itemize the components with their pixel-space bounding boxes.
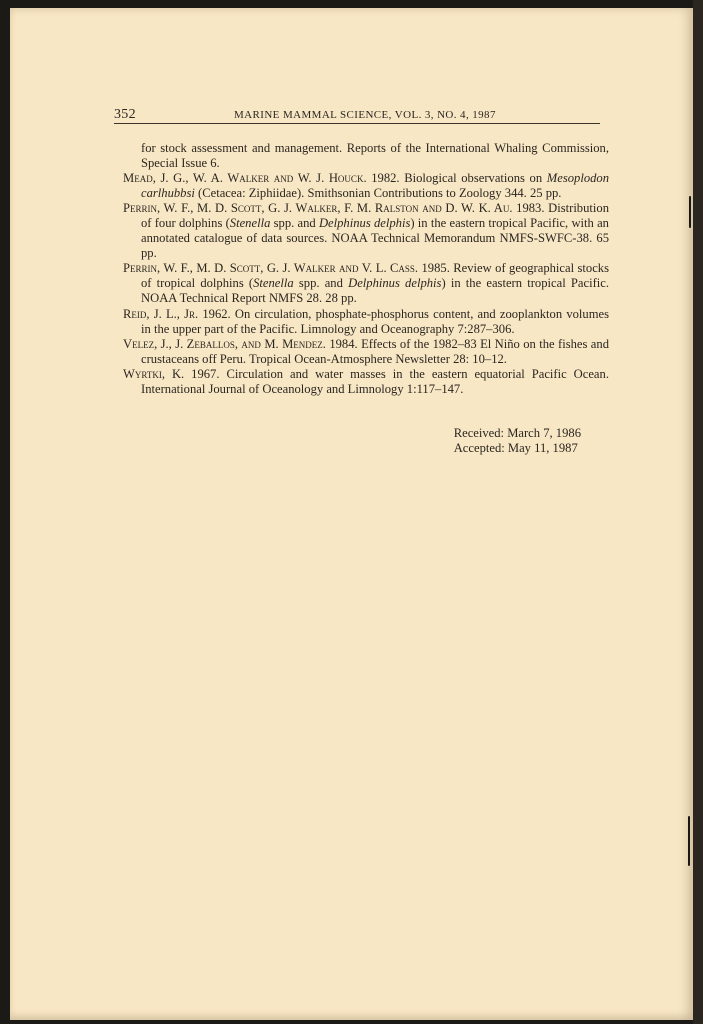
reference-item <box>123 337 609 367</box>
accepted-date: Accepted: May 11, 1987 <box>453 441 578 455</box>
reference-item <box>123 201 609 261</box>
reference-continuation <box>123 141 609 171</box>
species-name: Stenella <box>253 276 294 291</box>
reference-text: Distribution of four dolphins ( <box>141 201 609 231</box>
species-name: Delphinus delphis <box>348 276 442 291</box>
reference-text: Effects of the 1982–83 El Niño on the fishes and crustaceans off Peru. Tropical Ocean-Atmosphere Newsletter 28: 10–12. <box>141 336 609 366</box>
journal-title: MARINE MAMMAL SCIENCE, VOL. 3, NO. 4, 1987 <box>234 109 496 121</box>
margin-mark <box>689 196 691 228</box>
reference-text: ) in the eastern tropical Pacific. NOAA Technical Report NMFS 28. 28 pp. <box>141 276 609 306</box>
reference-authors: Perrin, W. F., M. D. Scott, G. J. Walker and V. L. Cass. <box>123 261 419 276</box>
received-date: Received: March 7, 1986 <box>453 426 581 440</box>
reference-year: 1984. <box>329 336 358 351</box>
header-rule <box>114 123 600 124</box>
reference-year: 1985. <box>421 261 450 276</box>
margin-mark <box>688 816 690 866</box>
reference-text: spp. and <box>293 276 349 291</box>
reference-text: Circulation and water masses in the eastern equatorial Pacific Ocean. International Journal of Oceanology and Limnology 1:117–147. <box>141 366 609 396</box>
reference-year: 1982. <box>371 171 400 186</box>
reference-year: 1967. <box>191 366 220 381</box>
reference-text: (Cetacea: Ziphiidae). Smithsonian Contributions to Zoology 344. 25 pp. <box>194 186 562 201</box>
reference-text: Review of geographical stocks of tropical dolphins ( <box>141 261 609 291</box>
reference-text: On circulation, phosphate-phosphorus content, and zooplankton volumes in the upper part of the Pacific. Limnology and Oceanography 7:287–306. <box>141 306 609 336</box>
reference-text: Biological observations on <box>404 171 547 186</box>
reference-item <box>123 171 609 201</box>
species-name: Delphinus delphis <box>318 216 411 231</box>
reference-year: 1983. <box>516 201 545 216</box>
reference-item <box>123 367 609 397</box>
page-edge <box>693 0 703 1024</box>
reference-item <box>123 307 609 337</box>
reference-authors: Wyrtki, K. <box>123 366 185 381</box>
species-name: Stenella <box>229 216 271 231</box>
reference-text: for stock assessment and management. Reports of the International Whaling Commission, Special Issue 6. <box>141 141 609 171</box>
submission-dates <box>454 426 581 456</box>
page-number: 352 <box>114 107 136 122</box>
reference-authors: Velez, J., J. Zeballos, and M. Mendez. <box>123 336 326 351</box>
reference-authors: Mead, J. G., W. A. Walker and W. J. Houck. <box>123 171 367 186</box>
paper-page <box>10 8 693 1020</box>
reference-item <box>123 261 609 306</box>
reference-text: ) in the eastern tropical Pacific, with an annotated catalogue of data sources. NOAA Technical Memorandum NMFS-SWFC-38. 65 pp. <box>141 216 609 261</box>
reference-text: spp. and <box>270 216 319 231</box>
species-name: Mesoplodon carlhubbsi <box>141 171 610 201</box>
reference-year: 1962. <box>202 306 231 321</box>
running-head <box>114 104 602 124</box>
reference-authors: Perrin, W. F., M. D. Scott, G. J. Walker, F. M. Ralston and D. W. K. Au. <box>123 201 513 216</box>
reference-list <box>123 141 609 397</box>
reference-authors: Reid, J. L., Jr. <box>123 306 199 321</box>
